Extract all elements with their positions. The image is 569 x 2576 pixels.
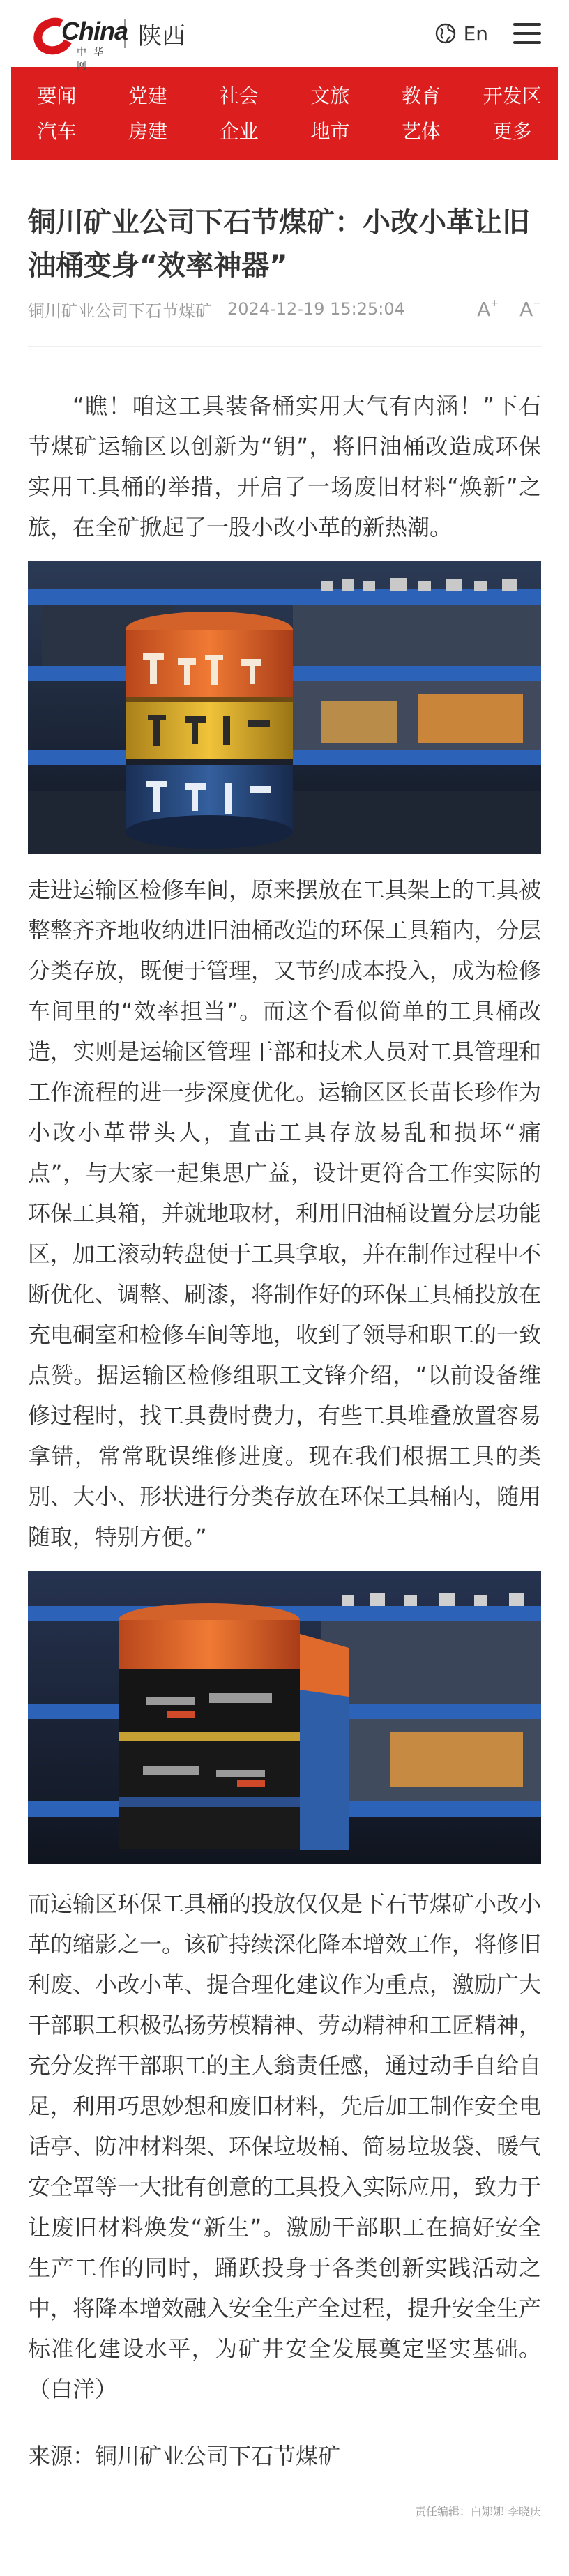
font-decrease-label: A xyxy=(519,297,533,321)
photo-barrel-open xyxy=(28,1571,541,1864)
article-paragraph-1: “瞧！咱这工具装备桶实用大气有内涵！”下石节煤矿运输区以创新为“钥”，将旧油桶改造成环保实用工具桶的举措，开启了一场废旧材料“焕新”之旅，在全矿掀起了一股小改小革的新热潮。 xyxy=(28,393,541,540)
logo-mark xyxy=(33,11,128,72)
language-switch[interactable] xyxy=(434,22,488,45)
menu-line xyxy=(513,41,541,44)
menu-line xyxy=(513,32,541,35)
article-time: 2024-12-19 15:25:04 xyxy=(227,299,405,319)
site-header xyxy=(0,0,569,72)
channel-nav xyxy=(11,67,558,160)
article-source-line: 来源：铜川矿业公司下石节煤矿 xyxy=(28,2443,341,2469)
font-increase-label: A xyxy=(477,297,491,321)
nav-item-wenlv[interactable]: 文旅 xyxy=(310,84,350,107)
article-paragraph-3: 而运输区环保工具桶的投放仅仅是下石节煤矿小改小革的缩影之一。该矿持续深化降本增效工作，将修旧利废、小改小革、提合理化建议作为重点，激励广大干部职工积极弘扬劳模精神、劳动精神和工匠精神，充分发挥干部职工的主人翁责任感，通过动手自给自足，利用巧思妙想和废旧材料，先后加工制作安全电话亭、防冲材料架、环保垃圾桶、简易垃圾袋、暖气安全罩等一大批有创意的工具投入实际应用，致力于让废旧材料焕发“新生”。激励干部职工在搞好安全生产工作的同时，踊跃投身于各类创新实践活动之中，将降本增效融入安全生产全过程，提升安全生产标准化建设水平，为矿井安全发展奠定坚实基础。（白洋） xyxy=(28,1891,542,2402)
nav-item-qiche[interactable]: 汽车 xyxy=(37,120,77,143)
region-name: 陕西 xyxy=(138,22,185,50)
nav-item-kaifaqu[interactable]: 开发区 xyxy=(483,84,542,107)
photo-barrel-closed xyxy=(28,561,541,854)
meta-divider xyxy=(28,346,541,347)
china-com-logo[interactable] xyxy=(33,11,185,72)
font-increase-button[interactable] xyxy=(477,298,499,321)
nav-item-qiye[interactable]: 企业 xyxy=(219,120,259,143)
menu-line xyxy=(513,23,541,26)
plus-icon: + xyxy=(490,297,499,309)
font-size-controls xyxy=(477,298,541,321)
article-paragraph-2: 走进运输区检修车间，原来摆放在工具架上的工具被整整齐齐地收纳进旧油桶改造的环保工具箱内，分层分类存放，既便于管理，又节约成本投入，成为检修车间里的“效率担当”。而这个看似简单的工具桶改造，实则是运输区管理干部和技术人员对工具管理和工作流程的进一步深度优化。运输区区长苗长珍作为小改小革带头人，直击工具存放易乱和损坏“痛点”，与大家一起集思广益，设计更符合工作实际的环保工具箱，并就地取材，利用旧油桶设置分层功能区，加工滚动转盘便于工具拿取，并在制作过程中不断优化、调整、刷漆，将制作好的环保工具桶投放在充电硐室和检修车间等地，收到了领导和职工的一致点赞。据运输区检修组职工文锋介绍，“以前设备维修过程时，找工具费时费力，有些工具堆叠放置容易拿错，常常耽误维修进度。现在我们根据工具的类别、大小、形状进行分类存放在环保工具桶内，随用随取，特别方便。” xyxy=(28,877,542,1550)
nav-item-dishi[interactable]: 地市 xyxy=(310,120,350,143)
article xyxy=(0,201,569,2547)
article-photo-1 xyxy=(28,561,541,854)
responsible-editor: 责任编辑：白娜娜 李晓庆 xyxy=(414,2505,541,2518)
article-photo-2 xyxy=(28,1571,541,1864)
nav-item-yiti[interactable]: 艺体 xyxy=(401,120,441,143)
header-actions xyxy=(434,22,541,45)
font-decrease-button[interactable] xyxy=(519,298,541,321)
hamburger-menu-icon[interactable] xyxy=(513,23,541,44)
minus-icon: − xyxy=(533,297,541,309)
nav-item-dangjian[interactable]: 党建 xyxy=(128,84,167,107)
nav-item-gengduo[interactable]: 更多 xyxy=(492,120,532,143)
nav-item-yaowen[interactable]: 要闻 xyxy=(37,84,77,107)
nav-item-shehui[interactable]: 社会 xyxy=(219,84,259,107)
nav-item-jiaoyu[interactable]: 教育 xyxy=(401,84,441,107)
language-label: En xyxy=(463,22,488,45)
logo-subtext: 中 华 网 xyxy=(77,47,106,72)
article-source: 铜川矿业公司下石节煤矿 xyxy=(28,301,212,321)
article-title: 铜川矿业公司下石节煤矿：小改小革让旧油桶变身“效率神器” xyxy=(28,206,530,282)
article-meta xyxy=(28,296,541,322)
nav-item-fangjian[interactable]: 房建 xyxy=(128,120,167,143)
globe-icon xyxy=(434,22,457,45)
logo-text: China xyxy=(61,17,128,45)
